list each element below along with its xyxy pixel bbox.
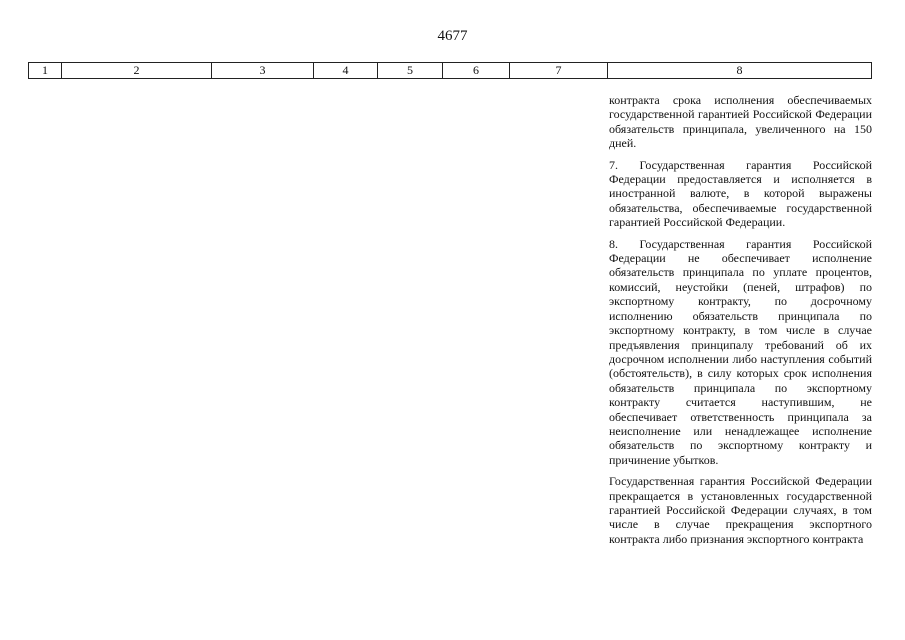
column-number-6: 6 bbox=[443, 63, 510, 78]
column-number-7: 7 bbox=[510, 63, 608, 78]
column-number-5: 5 bbox=[378, 63, 443, 78]
column-number-1: 1 bbox=[29, 63, 62, 78]
column-number-2: 2 bbox=[62, 63, 212, 78]
column-number-3: 3 bbox=[212, 63, 314, 78]
column-8-text bbox=[609, 93, 872, 553]
column-number-4: 4 bbox=[314, 63, 378, 78]
paragraph-termination: Государственная гарантия Российской Федерации прекращается в установленных государственной гарантией Российской Федерации случаях, в том числе в случае прекращения экспортного контракта либо признания экспортного контракта bbox=[609, 474, 872, 546]
paragraph-7: 7. Государственная гарантия Российской Федерации предоставляется и исполняется в иностранной валюте, в которой выражены обязательства, обеспечиваемые государственной гарантией Российской Федерации. bbox=[609, 157, 872, 230]
paragraph-continuation: контракта срока исполнения обеспечиваемых государственной гарантией Российской Федерации обязательств принципала, увеличенного на 150 дней. bbox=[609, 93, 872, 151]
table-column-header-row bbox=[28, 62, 872, 79]
paragraph-8: 8. Государственная гарантия Российской Федерации не обеспечивает исполнение обязательств принципала по уплате процентов, комиссий, неустойки (пеней, штрафов) по экспортному контракту, по досрочному исполнению обязательств принципала по экспортному контракту, в том числе в случае предъявления принципалу требований об их досрочном исполнении либо наступления событий (обстоятельств), в силу которых срок исполнения обязательств принципала по экспортному контракту считается наступившим, не обеспечивает ответственность принципала за неисполнение или ненадлежащее исполнение обязательств по экспортному контракту и причинение убытков. bbox=[609, 236, 872, 467]
page-number: 4677 bbox=[437, 28, 468, 44]
column-number-8: 8 bbox=[736, 63, 743, 77]
